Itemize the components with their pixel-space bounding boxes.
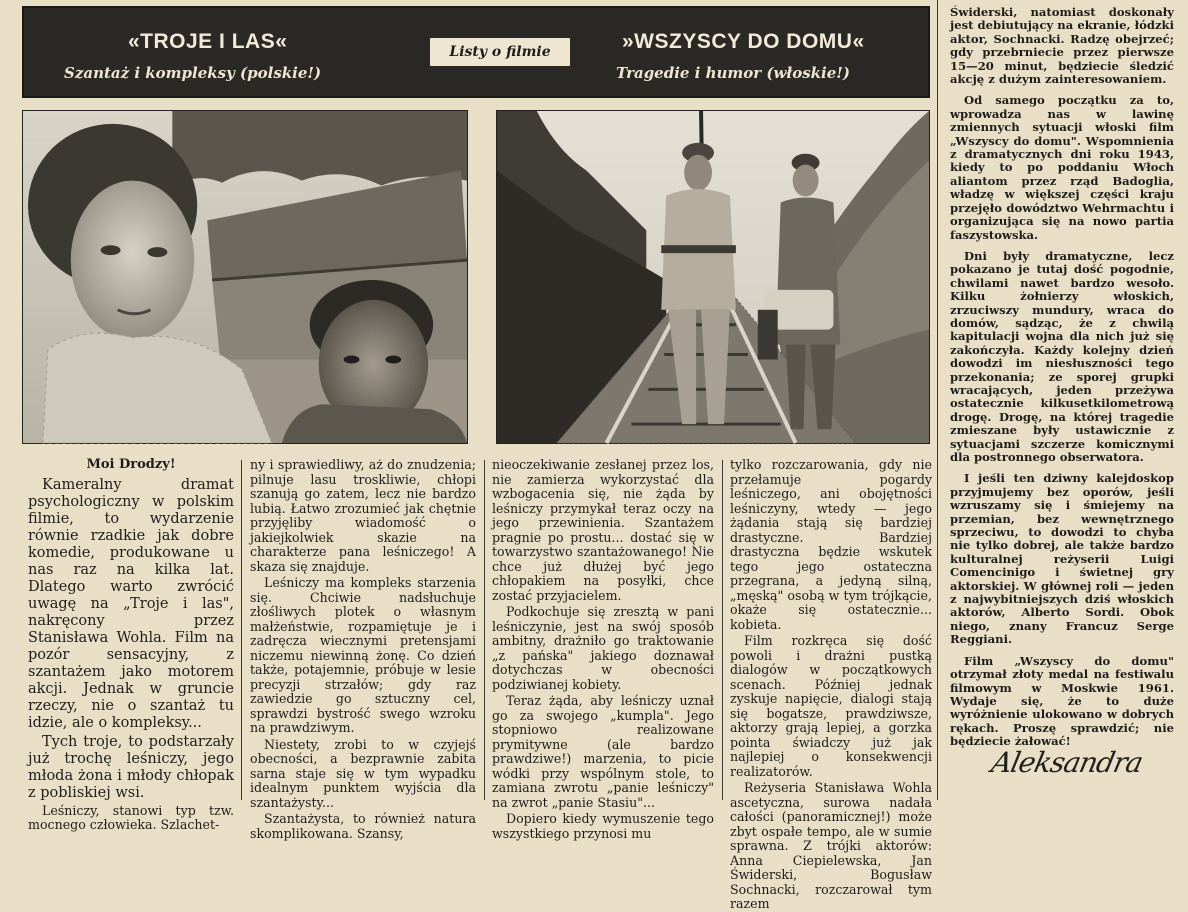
left-film-subtitle: Szantaż i kompleksy (polskie!) (64, 64, 322, 82)
paragraph: I jeśli ten dziwny kalejdoskop przyjmujemy bez oporów, jeśli wzruszamy się i śmiejemy na przemian, bez wewnętrznego sprzeciwu, to dowodzi to chyba nie tylko dobrej, ale także bardzo kulturalnej reżyserii Luigi Comencinigo i świetnej gry aktorskiej. W głównej roli — jeden z najwybitniejszych dziś włoskich aktorów, Alberto Sordi. Obok niego, znany Francuz Serge Reggiani. (950, 471, 1174, 647)
column-rule (484, 460, 485, 800)
article-column-3 (492, 457, 714, 841)
paragraph: Film „Wszyscy do domu" otrzymał złoty medal na festiwalu filmowym w Moskwie 1961. Wydaje się, że to duże wyróżnienie ulokowano w dobrych rękach. Proszę sprawdzić; nie będziecie żałować! (950, 653, 1174, 749)
paragraph: Szantażysta, to również natura skomplikowana. Szansy, (250, 811, 476, 841)
paragraph: nieoczekiwanie zesłanej przez los, nie zamierza wykorzystać dla wzbogacenia się, nie żąda by leśniczy przymykał teraz oczy na jego przewinienia. Szantażem pragnie po prostu... dostać się w towarzystwo szantażowanego! Nie chce już dłużej być jego chłopakiem na posyłki, chce zostać przyjacielem. (492, 457, 714, 603)
section-label: Listy o filmie (430, 38, 570, 66)
paragraph: Dni były dramatyczne, lecz pokazano je tutaj dość pogodnie, chwilami nawet bardzo wesoło. Kilku żołnierzy włoskich, zrzuciwszy mundury, wraca do domów, sądząc, że z chwilą kapitulacji wojna dla nich już się zakończyła. Każdy kolejny dzień dowodzi im niesłuszności tego przekonania; ze sporej grupki wracających, jeden przeżywa ostatecznie kilkusetkilometrową drogę. Drogę, na której tragedie zmieszane były ustawicznie z sytuacjami szczerze komicznymi dla postronnego obserwatora. (950, 248, 1174, 464)
paragraph: Od samego początku za to, wprowadza nas w lawinę zmiennych sytuacji włoski film „Wszyscy do domu". Wspomnienia z dramatycznych dni roku 1943, kiedy to po poddaniu Włoch aliantom przez rząd Badoglia, władzę w większej części kraju przejęło dowództwo Wehrmachtu i organizująca się na nowo partia faszystowska. (950, 93, 1174, 242)
paragraph: tylko rozczarowania, gdy nie przełamuje pogardy leśniczego, ani obojętności leśniczyny, wtedy — jego żądania stają się bardziej drastyczne. Bardziej drastyczna będzie wskutek tego jego ostateczna przegrana, a jedyną silną, „męską" osobą w tym trójkącie, okaże się ostatecznie... kobieta. (730, 457, 932, 632)
paragraph: Leśniczy, stanowi typ tzw. mocnego człowieka. Szlachet- (28, 802, 234, 832)
paragraph: Niestety, zrobi to w czyjejś obecności, a bezprawnie zabita sarna staje się w tym wypadku idealnym punktem wyjścia dla szantażysty... (250, 736, 476, 810)
author-signature (988, 740, 1162, 790)
article-column-1 (28, 457, 234, 832)
paragraph: Teraz żąda, aby leśniczy uznał go za swojego „kumpla". Jego stopniowo realizowane prymitywne (ale bardzo prawdziwe!) marzenia, to picie wódki przy wspólnym stole, to zamiana zwrotu „panie leśniczy" na zwrot „panie Stasiu"... (492, 693, 714, 810)
paragraph: ny i sprawiedliwy, aż do znudzenia; pilnuje lasu troskliwie, chłopi szanują go zatem, lecz nie bardzo lubią. Łatwo zrozumieć jak chętnie przyjęliby wiadomość o jakiejkolwiek skazie na charakterze pana leśniczego! A skaza się znajduje. (250, 457, 476, 574)
paragraph: Dopiero kiedy wymuszenie tego wszystkiego przynosi mu (492, 811, 714, 841)
salutation: Moi Drodzy! (86, 457, 176, 472)
column-rule (241, 460, 242, 800)
column-rule (937, 0, 938, 800)
left-film-title: «TROJE I LAS« (128, 30, 288, 53)
right-film-subtitle: Tragedie i humor (włoskie!) (616, 64, 850, 82)
right-film-title: »WSZYSCY DO DOMU« (622, 30, 865, 53)
paragraph: Kameralny dramat psychologiczny w polskim filmie, to wydarzenie równie rzadkie jak dobre komedie, produkowane u nas raz na kilka lat. Dlatego warto zwrócić uwagę na „Troje i las", nakręcony przez Stanisława Wohla. Film na pozór sensacyjny, z szantażem jako motorem akcji. Jednak w gruncie rzeczy, nie o szantaż tu idzie, ale o kompleksy... (28, 476, 234, 731)
article-column-2 (250, 457, 476, 841)
column-rule (722, 460, 723, 800)
signature-text: Aleksandra (988, 746, 1146, 779)
film-still-troje-i-las (22, 110, 468, 444)
paragraph: Tych troje, to podstarzały już trochę leśniczy, jego młoda żona i młody chłopak z pobliskiej wsi. (28, 733, 234, 801)
article-column-4 (730, 457, 932, 911)
header-banner (22, 6, 930, 98)
paragraph: Leśniczy ma kompleks starzenia się. Chciwie nadsłuchuje złośliwych plotek o własnym małżeństwie, rozpamiętuje je i zadręcza wiecznymi pretensjami niczemu niewinną żonę. Co dzień także, potajemnie, próbuje w lesie precyzji strzałów; gdy raz zawiedzie go sztuczny cel, sprawdzi bystrość swego wzroku na prawdziwym. (250, 575, 476, 735)
right-article-column (950, 5, 1174, 749)
paragraph: Reżyseria Stanisława Wohla ascetyczna, surowa nadała całości (panoramicznej!) może zbyt ospałe tempo, ale w sumie sprawna. Z trójki aktorów: Anna Ciepielewska, Jan Świderski, Bogusław Sochnacki, rozczarował tym razem (730, 780, 932, 911)
paragraph: Świderski, natomiast doskonały jest debiutujący na ekranie, łódzki aktor, Sochnacki. Radzę obejrzeć; gdy przebrniecie przez pierwsze 15—20 minut, będziecie śledzić akcję z dużym zainteresowaniem. (950, 5, 1174, 87)
paragraph: Podkochuje się zresztą w pani leśniczynie, jest na swój sposób ambitny, drażniło go traktowanie „z pańska" jakiego doznawał dotychczas w obecności podziwianej kobiety. (492, 604, 714, 692)
paragraph: Film rozkręca się dość powoli i drażni pustką dialogów w początkowych scenach. Później jednak zyskuje napięcie, dialogi stają się bogatsze, prawdziwsze, aktorzy grają lepiej, a gorzka pointa świadczy już jak najlepiej o konsekwencji realizatorów. (730, 633, 932, 779)
film-still-wszyscy-do-domu (496, 110, 930, 444)
